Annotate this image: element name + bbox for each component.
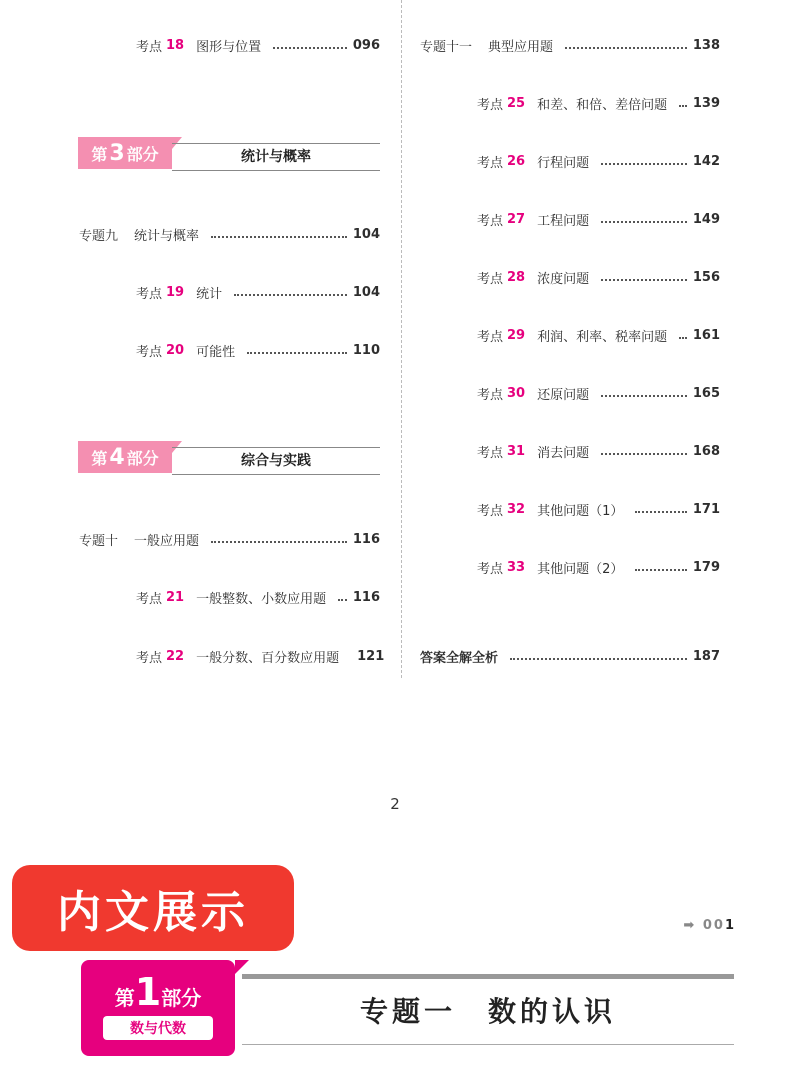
- entry-number: 27: [507, 211, 526, 227]
- leader-dots: [273, 46, 347, 49]
- entry-number: 28: [507, 269, 526, 285]
- arrow-right-icon: ➡: [683, 918, 697, 933]
- entry-title: 和差、和倍、差倍问题: [537, 97, 668, 113]
- topic-prefix: 专题十: [79, 533, 119, 549]
- entry-number: 21: [166, 589, 185, 605]
- entry-title: 利润、利率、税率问题: [537, 329, 668, 345]
- toc-entry[interactable]: [136, 34, 380, 56]
- book-page-number: [683, 918, 736, 933]
- entry-number: 20: [166, 342, 185, 358]
- entry-number: 25: [507, 95, 526, 111]
- entry-prefix: 考点: [477, 561, 504, 577]
- toc-answers[interactable]: [420, 645, 720, 667]
- entry-title: 工程问题: [537, 213, 590, 229]
- entry-prefix: 考点: [136, 591, 163, 607]
- toc-entry[interactable]: [136, 586, 380, 608]
- badge-number: 4: [109, 444, 125, 470]
- part-3-header: [78, 137, 380, 171]
- entry-number: 18: [166, 37, 185, 53]
- entry-page: 156: [692, 269, 720, 285]
- topic-page: 116: [352, 531, 380, 547]
- entry-page: 110: [352, 342, 380, 358]
- entry-title: 可能性: [196, 344, 236, 360]
- toc-entry[interactable]: [477, 382, 720, 404]
- column-divider: [401, 0, 402, 678]
- part1-tab-corner: [235, 960, 249, 974]
- topic-bottom-line: [242, 1044, 734, 1045]
- leader-dots: [338, 598, 347, 601]
- toc-entry[interactable]: [477, 92, 720, 114]
- page-digit-last: 1: [724, 918, 736, 933]
- leader-dots: [635, 510, 686, 513]
- entry-page: 121: [357, 648, 385, 664]
- part-badge: [78, 137, 172, 169]
- leader-dots: [679, 336, 687, 339]
- leader-dots: [601, 162, 687, 165]
- leader-dots: [234, 293, 347, 296]
- toc-entry[interactable]: [477, 556, 720, 578]
- entry-page: 139: [692, 95, 720, 111]
- leader-dots: [211, 540, 347, 543]
- entry-number: 30: [507, 385, 526, 401]
- part-title: 统计与概率: [172, 143, 380, 171]
- leader-dots: [510, 657, 687, 660]
- toc-entry[interactable]: [477, 498, 720, 520]
- part-title: 综合与实践: [172, 447, 380, 475]
- badge-suffix: 部分: [126, 144, 159, 164]
- entry-page: 179: [692, 559, 720, 575]
- entry-page: 104: [352, 284, 380, 300]
- toc-entry[interactable]: [136, 645, 385, 667]
- toc-entry[interactable]: [477, 440, 720, 462]
- entry-prefix: 考点: [477, 155, 504, 171]
- entry-page: 116: [352, 589, 380, 605]
- entry-prefix: 考点: [136, 344, 163, 360]
- part-badge: [78, 441, 172, 473]
- topic-page: 138: [692, 37, 720, 53]
- entry-prefix: 考点: [136, 650, 163, 666]
- entry-prefix: 考点: [477, 213, 504, 229]
- topic-page: 104: [352, 226, 380, 242]
- page-number: 2: [390, 795, 400, 813]
- topic-prefix: 专题十一: [420, 39, 473, 55]
- part1-number: 1: [134, 970, 162, 1014]
- entry-title: 统计: [196, 286, 223, 302]
- entry-title: 浓度问题: [537, 271, 590, 287]
- entry-page: 149: [692, 211, 720, 227]
- leader-dots: [565, 46, 687, 49]
- toc-topic[interactable]: [79, 528, 380, 550]
- part-1-badge: [81, 960, 235, 1056]
- entry-title: 其他问题（2）: [537, 561, 624, 577]
- entry-number: 26: [507, 153, 526, 169]
- part1-heading: [81, 970, 235, 1014]
- toc-entry[interactable]: [136, 339, 380, 361]
- entry-prefix: 考点: [477, 387, 504, 403]
- leader-dots: [211, 235, 347, 238]
- entry-title: 行程问题: [537, 155, 590, 171]
- entry-prefix: 考点: [477, 445, 504, 461]
- toc-entry[interactable]: [477, 266, 720, 288]
- entry-page: 165: [692, 385, 720, 401]
- entry-page: 161: [692, 327, 720, 343]
- answers-page: 187: [692, 648, 720, 664]
- entry-title: 一般分数、百分数应用题: [196, 650, 340, 666]
- entry-title: 图形与位置: [196, 39, 262, 55]
- page-digits-gray: 00: [702, 918, 725, 933]
- entry-title: 一般整数、小数应用题: [196, 591, 327, 607]
- content-preview-banner: 内文展示: [12, 865, 294, 951]
- badge-prefix: 第: [91, 448, 108, 468]
- toc-entry[interactable]: [477, 208, 720, 230]
- toc-topic[interactable]: [420, 34, 720, 56]
- toc-entry[interactable]: [136, 281, 380, 303]
- leader-dots: [601, 394, 687, 397]
- topic1-title: 专题一 数的认识: [359, 995, 616, 1028]
- entry-number: 19: [166, 284, 185, 300]
- entry-number: 32: [507, 501, 526, 517]
- entry-page: 171: [692, 501, 720, 517]
- answers-title: 答案全解全析: [420, 650, 499, 666]
- topic-title: 一般应用题: [134, 533, 200, 549]
- part-4-header: [78, 441, 380, 475]
- part1-subtitle: 数与代数: [103, 1016, 213, 1040]
- part1-prefix: 第: [114, 986, 135, 1010]
- toc-entry[interactable]: [477, 324, 720, 346]
- entry-prefix: 考点: [477, 271, 504, 287]
- entry-page: 142: [692, 153, 720, 169]
- entry-prefix: 考点: [477, 503, 504, 519]
- entry-prefix: 考点: [136, 286, 163, 302]
- entry-title: 还原问题: [537, 387, 590, 403]
- badge-suffix: 部分: [126, 448, 159, 468]
- entry-page: 096: [352, 37, 380, 53]
- entry-prefix: 考点: [477, 97, 504, 113]
- topic-top-bar: [242, 974, 734, 979]
- entry-title: 消去问题: [537, 445, 590, 461]
- entry-prefix: 考点: [136, 39, 163, 55]
- part1-suffix: 部分: [161, 986, 202, 1010]
- entry-prefix: 考点: [477, 329, 504, 345]
- leader-dots: [601, 452, 687, 455]
- toc-topic[interactable]: [79, 223, 380, 245]
- leader-dots: [601, 278, 687, 281]
- toc-entry[interactable]: [477, 150, 720, 172]
- topic-prefix: 专题九: [79, 228, 119, 244]
- leader-dots: [635, 568, 686, 571]
- leader-dots: [679, 104, 687, 107]
- entry-number: 29: [507, 327, 526, 343]
- entry-number: 33: [507, 559, 526, 575]
- badge-prefix: 第: [91, 144, 108, 164]
- entry-number: 22: [166, 648, 185, 664]
- leader-dots: [247, 351, 347, 354]
- topic-title: 典型应用题: [488, 39, 554, 55]
- leader-dots: [601, 220, 687, 223]
- entry-page: 168: [692, 443, 720, 459]
- topic-title: 统计与概率: [134, 228, 200, 244]
- entry-number: 31: [507, 443, 526, 459]
- badge-number: 3: [109, 140, 125, 166]
- entry-title: 其他问题（1）: [537, 503, 624, 519]
